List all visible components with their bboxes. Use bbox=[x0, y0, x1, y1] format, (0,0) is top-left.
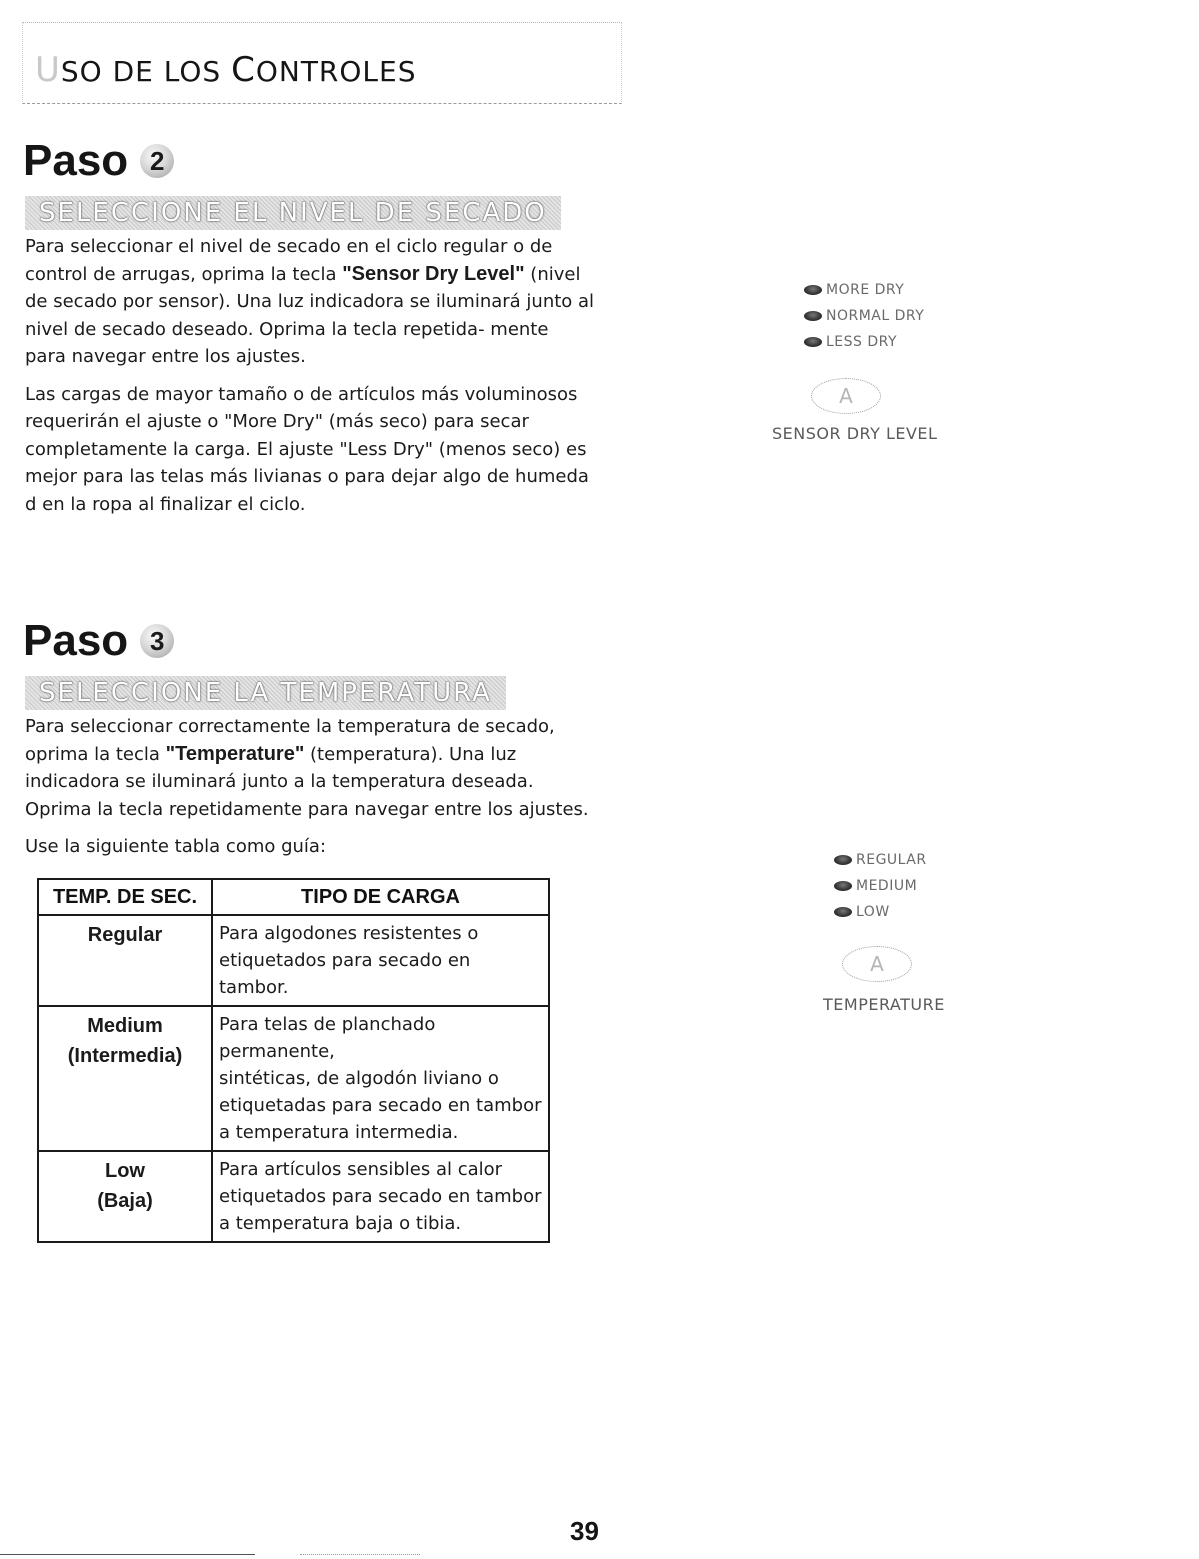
footer-dotted-rule bbox=[300, 1554, 420, 1556]
step-3-paragraph-1: Para seleccionar correctamente la temperatura de secado, oprima la tecla "Temperature" (temperatura). Una luz indicadora se iluminará junto a la temperatura deseada. Oprima la tecla repetidamente para navegar entre los ajustes. bbox=[25, 716, 589, 820]
temp-setting-cell: Medium (Intermedia) bbox=[38, 1006, 212, 1151]
indicator-less-dry: LESS DRY bbox=[804, 329, 924, 355]
indicator-light-icon bbox=[804, 285, 822, 295]
indicator-light-icon bbox=[804, 337, 822, 347]
step-3-number-badge: 3 bbox=[140, 624, 174, 658]
table-row bbox=[38, 1006, 549, 1151]
indicator-light-icon bbox=[804, 311, 822, 321]
temp-setting-cell: Low (Baja) bbox=[38, 1151, 212, 1242]
sensor-dry-level-panel bbox=[804, 277, 924, 355]
indicator-low: LOW bbox=[834, 899, 927, 925]
column-header-load: TIPO DE CARGA bbox=[212, 879, 549, 915]
step-2-paragraph-1: Para seleccionar el nivel de secado en el ciclo regular o de control de arrugas, oprima la tecla "Sensor Dry Level" (nivel de secado por sensor). Una luz indicadora se iluminará junto al nivel de secado deseado. Oprima la tecla repetida- mente para navegar entre los ajustes. bbox=[25, 236, 595, 367]
step-2-text bbox=[25, 233, 595, 518]
indicator-normal-dry: NORMAL DRY bbox=[804, 303, 924, 329]
temperature-panel bbox=[834, 847, 927, 925]
indicator-regular: REGULAR bbox=[834, 847, 927, 873]
load-type-cell: Para telas de planchado permanente, sintéticas, de algodón liviano o etiquetadas para secado en tambor a temperatura intermedia. bbox=[212, 1006, 549, 1151]
step-3-text bbox=[25, 713, 605, 861]
table-row bbox=[38, 915, 549, 1006]
step-3-paragraph-2: Use la siguiente tabla como guía: bbox=[25, 836, 327, 857]
temperature-caption: TEMPERATURE bbox=[823, 995, 945, 1014]
sensor-dry-level-caption: SENSOR DRY LEVEL bbox=[772, 424, 938, 443]
temp-setting-cell: Regular bbox=[38, 915, 212, 1006]
step-2-number-badge: 2 bbox=[140, 144, 174, 178]
page-number: 39 bbox=[570, 1516, 599, 1546]
step-2-banner: SELECCIONE EL NIVEL DE SECADO bbox=[25, 196, 561, 230]
load-type-cell: Para algodones resistentes o etiquetados para secado en tambor. bbox=[212, 915, 549, 1006]
footer-rule bbox=[0, 1554, 255, 1555]
load-type-cell: Para artículos sensibles al calor etiquetados para secado en tambor a temperatura baja o tibia. bbox=[212, 1151, 549, 1242]
indicator-light-icon bbox=[834, 907, 852, 917]
indicator-light-icon bbox=[834, 881, 852, 891]
table-header-row bbox=[38, 879, 549, 915]
step-3-banner: SELECCIONE LA TEMPERATURA bbox=[25, 676, 506, 710]
table-row bbox=[38, 1151, 549, 1242]
header-initial-letter: U bbox=[35, 50, 61, 90]
temperature-key: A bbox=[842, 946, 912, 982]
step-2-paragraph-2: Las cargas de mayor tamaño o de artículos más voluminosos requerirán el ajuste o "More Dry" (más seco) para secar completamente la carga. El ajuste "Less Dry" (menos seco) es mejor para las telas más livianas o para dejar algo de humeda d en la ropa al finalizar el ciclo. bbox=[25, 383, 589, 515]
indicator-light-icon bbox=[834, 855, 852, 865]
column-header-temp: TEMP. DE SEC. bbox=[38, 879, 212, 915]
indicator-medium: MEDIUM bbox=[834, 873, 927, 899]
step-3-heading: Paso 3 bbox=[23, 616, 174, 666]
section-header-title: USO DE LOS CONTROLES bbox=[35, 50, 417, 90]
temperature-guide-table bbox=[37, 878, 550, 1243]
step-2-heading: Paso 2 bbox=[23, 136, 174, 186]
sensor-dry-level-key: A bbox=[811, 378, 881, 414]
indicator-more-dry: MORE DRY bbox=[804, 277, 924, 303]
